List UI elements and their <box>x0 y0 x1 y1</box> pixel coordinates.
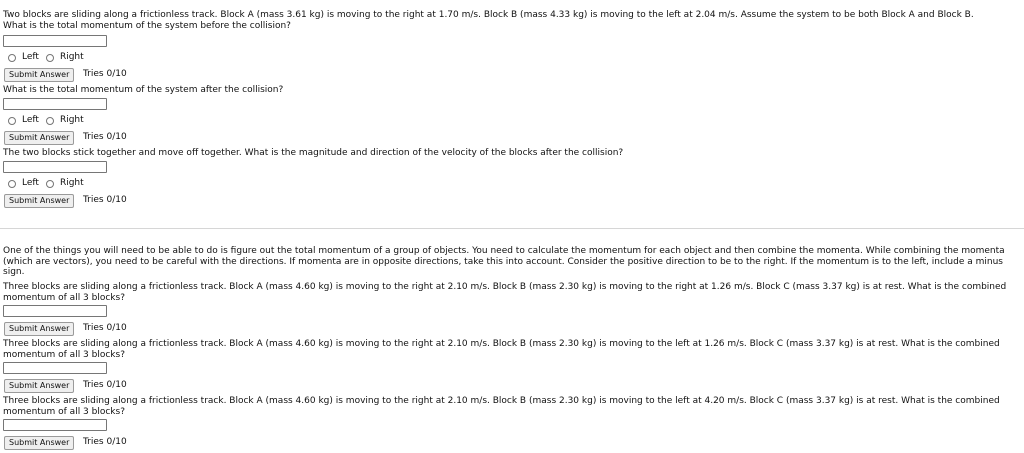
question-prompt: Three blocks are sliding along a frictionless track. Block A (mass 4.60 kg) is moving to the right at 2.10 m/s. Block B (mass 2.30 kg) is moving to the left at 1.26 m/s. Block C (mass 3.37 kg) is at rest. What is the combined momentum of all 3 blocks? <box>3 339 1000 360</box>
tries-counter: Tries 0/10 <box>83 323 127 333</box>
direction-radio-group <box>8 115 91 126</box>
radio-right-label: Right <box>59 52 84 62</box>
answer-input[interactable] <box>3 419 107 431</box>
submit-answer-button[interactable]: Submit Answer <box>4 194 74 208</box>
radio-right-label: Right <box>59 115 84 125</box>
direction-radio-group <box>8 178 91 189</box>
radio-left[interactable] <box>8 54 16 62</box>
tries-counter: Tries 0/10 <box>83 437 127 447</box>
submit-answer-button[interactable]: Submit Answer <box>4 322 74 336</box>
section-divider <box>0 228 1024 229</box>
direction-radio-group <box>8 52 91 63</box>
tries-counter: Tries 0/10 <box>83 69 127 79</box>
radio-left-label: Left <box>22 52 39 62</box>
tries-counter: Tries 0/10 <box>83 195 127 205</box>
problem-intro: Two blocks are sliding along a frictionless track. Block A (mass 3.61 kg) is moving to the right at 1.70 m/s. Block B (mass 4.33 kg) is moving to the left at 2.04 m/s. Assume the system to be both Block A and Block B. <box>3 10 974 20</box>
radio-left-label: Left <box>22 115 39 125</box>
answer-input[interactable] <box>3 98 107 110</box>
question-prompt: The two blocks stick together and move off together. What is the magnitude and direction of the velocity of the blocks after the collision? <box>3 148 624 158</box>
tries-counter: Tries 0/10 <box>83 132 127 142</box>
radio-left[interactable] <box>8 180 16 188</box>
radio-left[interactable] <box>8 117 16 125</box>
question-prompt: What is the total momentum of the system before the collision? <box>3 21 291 31</box>
tries-counter: Tries 0/10 <box>83 380 127 390</box>
instructions-paragraph: One of the things you will need to be able to do is figure out the total momentum of a group of objects. You need to calculate the momentum for each object and then combine the momenta. While combining the momenta (which are vectors), you need to be careful with the directions. If momenta are in opposite directions, take this into account. Consider the positive direction to be to the right. If the momentum is to the left, include a minus sign. <box>3 246 1005 278</box>
submit-answer-button[interactable]: Submit Answer <box>4 68 74 82</box>
radio-left-label: Left <box>22 178 39 188</box>
submit-answer-button[interactable]: Submit Answer <box>4 436 74 450</box>
radio-right-label: Right <box>59 178 84 188</box>
answer-input[interactable] <box>3 305 107 317</box>
radio-right[interactable] <box>46 180 54 188</box>
question-prompt: What is the total momentum of the system after the collision? <box>3 85 284 95</box>
question-prompt: Three blocks are sliding along a frictionless track. Block A (mass 4.60 kg) is moving to the right at 2.10 m/s. Block B (mass 2.30 kg) is moving to the left at 4.20 m/s. Block C (mass 3.37 kg) is at rest. What is the combined momentum of all 3 blocks? <box>3 396 1000 417</box>
radio-right[interactable] <box>46 54 54 62</box>
answer-input[interactable] <box>3 161 107 173</box>
submit-answer-button[interactable]: Submit Answer <box>4 131 74 145</box>
answer-input[interactable] <box>3 362 107 374</box>
submit-answer-button[interactable]: Submit Answer <box>4 379 74 393</box>
answer-input[interactable] <box>3 35 107 47</box>
radio-right[interactable] <box>46 117 54 125</box>
question-prompt: Three blocks are sliding along a frictionless track. Block A (mass 4.60 kg) is moving to the right at 2.10 m/s. Block B (mass 2.30 kg) is moving to the right at 1.26 m/s. Block C (mass 3.37 kg) is at rest. What is the combined momentum of all 3 blocks? <box>3 282 1007 303</box>
